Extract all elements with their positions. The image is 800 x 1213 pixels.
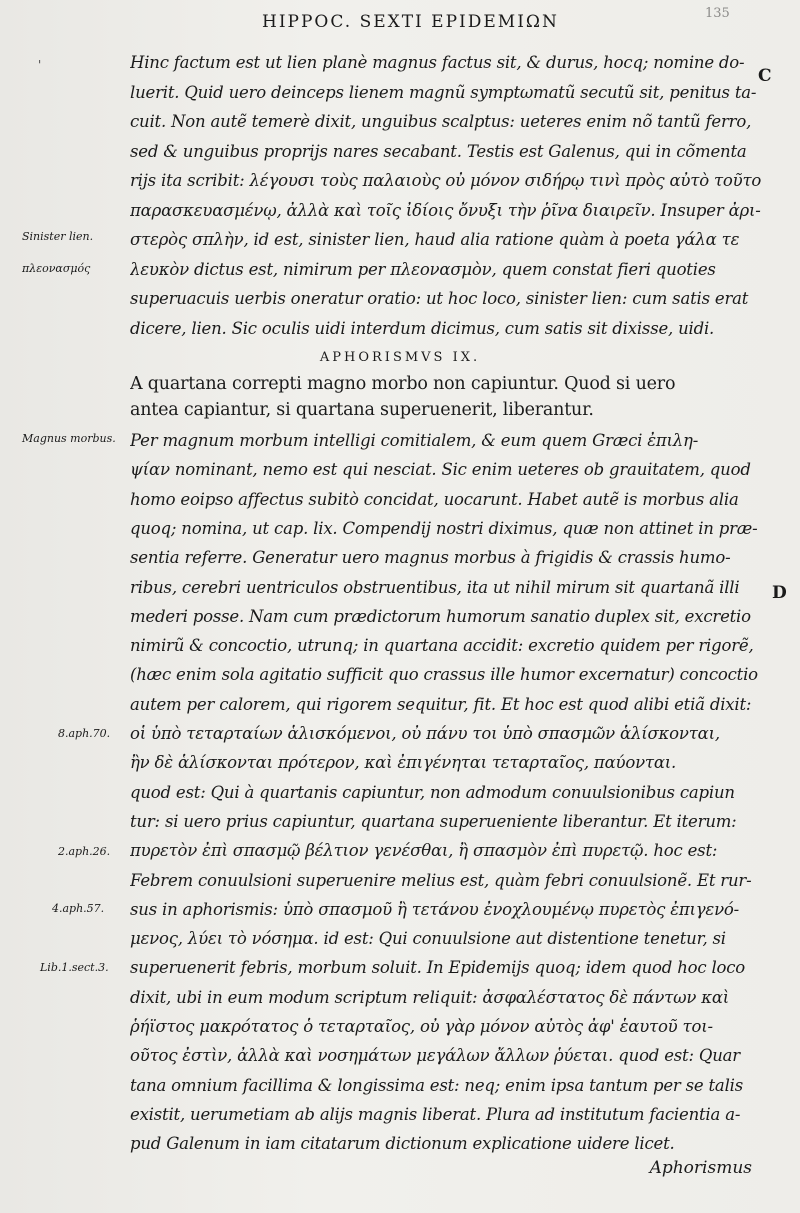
page-number: 135 xyxy=(705,6,730,21)
text-line: tana omnium facillima & longissima est: neq; enim ipsa tantum per se talis xyxy=(130,1075,743,1095)
text-line: pud Galenum in iam citatarum dictionum explicatione uidere licet. xyxy=(130,1134,675,1154)
margin-note: Sinister lien. xyxy=(22,230,94,243)
text-line: Febrem conuulsioni superuenire melius est, quàm febri conuulsionẽ. Et rur- xyxy=(130,870,752,890)
text-line: Hinc factum est ut lien planè magnus factus sit, & durus, hocq; nomine do- xyxy=(130,53,745,72)
signature-mark-c: C xyxy=(758,66,772,86)
text-line: ribus, cerebri uentriculos obstruentibus, ita ut nihil mirum sit quartanã illi xyxy=(130,577,740,597)
text-line: superuacuis uerbis oneratur oratio: ut hoc loco, sinister lien: cum satis erat xyxy=(130,289,749,308)
text-line: sentia referre. Generatur uero magnus morbus à frigidis & crassis humo- xyxy=(130,548,731,568)
text-line: quod est: Qui à quartanis capiuntur, non admodum conuulsionibus capiun xyxy=(130,782,735,802)
text-line: οἱ ὑπὸ τεταρταίων ἁλισκόμενοι, οὐ πάνυ τοι ὑπὸ σπασμῶν ἁλίσκονται, xyxy=(130,724,720,743)
text-line: μενος, λύει τὸ νόσημα. id est: Qui conuulsione aut distentione tenetur, si xyxy=(130,929,726,949)
text-line: autem per calorem, qui rigorem sequitur, fit. Et hoc est quod alibi etiã dixit: xyxy=(130,694,752,714)
text-line: στερὸς σπλὴν, id est, sinister lien, haud alia ratione quàm à poeta γάλα τε xyxy=(130,230,740,249)
text-line: λευκὸν dictus est, nimirum per πλεονασμὸν, quem constat fieri quoties xyxy=(130,259,716,279)
margin-note: 4.aph.57. xyxy=(52,902,105,915)
text-line: παρασκευασμένῳ, ἀλλὰ καὶ τοῖς ἰδίοις ὄνυξι τὴν ῥῖνα διαιρεῖν. Insuper ἀρι- xyxy=(130,200,761,220)
text-line: rijs ita scribit: λέγουσι τοὺς παλαιοὺς οὐ μόνον σιδήρῳ τινὶ πρὸς αὐτὸ τοῦτο xyxy=(130,171,762,190)
text-line: ψίαν nominant, nemo est qui nesciat. Sic enim ueteres ob grauitatem, quod xyxy=(130,460,751,480)
text-line: Per magnum morbum intelligi comitialem, & eum quem Græci ἐπιλη- xyxy=(130,431,699,450)
margin-note: Magnus morbus. xyxy=(22,432,116,445)
text-line: πυρετὸν ἐπὶ σπασμῷ βέλτιον γενέσθαι, ἢ σπασμὸν ἐπὶ πυρετῷ. hoc est: xyxy=(130,841,718,861)
text-line: οῦτος ἐστὶν, ἀλλὰ καὶ νοσημάτων μεγάλων ἄλλων ῥύεται. quod est: Quar xyxy=(130,1046,740,1066)
text-line: dicere, lien. Sic oculis uidi interdum dicimus, cum satis sit dixisse, uidi. xyxy=(130,318,715,338)
text-line: quoq; nomina, ut cap. lix. Compendij nostri diximus, quæ non attinet in præ- xyxy=(130,518,758,538)
text-line: sus in aphorismis: ὑπὸ σπασμοῦ ἢ τετάνου ἐνοχλουμένῳ πυρετὸς ἐπιγενό- xyxy=(130,899,740,919)
margin-note: Lib.1.sect.3. xyxy=(40,961,109,974)
margin-note: πλεονασμός xyxy=(22,262,91,275)
text-line: mederi posse. Nam cum prædictorum humorum sanatio duplex sit, excretio xyxy=(130,606,751,626)
signature-mark-d: D xyxy=(772,583,787,603)
text-line: existit, uerumetiam ab alijs magnis liberat. Plura ad institutum facientia a- xyxy=(130,1104,741,1124)
text-line: dixit, ubi in eum modum scriptum reliquit: ἀσφαλέστατος δὲ πάντων καὶ xyxy=(130,987,730,1007)
text-line: nimirũ & concoctio, utrunq; in quartana accidit: excretio quidem per rigorẽ, xyxy=(130,636,754,656)
text-line: luerit. Quid uero deinceps lienem magnũ symptωmatũ secutũ sit, penitus ta- xyxy=(130,82,757,102)
text-line: (hæc enim sola agitatio sufficit quo crassus ille humor excernatur) concoctio xyxy=(130,665,758,685)
text-line: A quartana correpti magno morbo non capiuntur. Quod si uero xyxy=(130,374,676,394)
text-line: ἢν δὲ ἁλίσκονται πρότερον, καὶ ἐπιγένηται τεταρταῖος, παύονται. xyxy=(130,753,677,773)
running-header: HIPPOC. SEXTI EPIDEMIΩN xyxy=(262,12,559,32)
margin-note: 8.aph.70. xyxy=(58,727,111,740)
text-line: tur: si uero prius capiuntur, quartana superueniente liberantur. Et iterum: xyxy=(130,811,737,831)
text-line: ῥήϊστος μακρότατος ὁ τεταρταῖος, οὐ γὰρ μόνον αὐτὸς ἀφ' ἑαυτοῦ τοι- xyxy=(130,1017,713,1036)
aphorism-title: APHORISMVS IX. xyxy=(319,350,481,365)
text-line: sed & unguibus proprijs nares secabant. Testis est Galenus, qui in cõmenta xyxy=(130,141,747,161)
text-line: cuit. Non autẽ temerè dixit, unguibus scalptus: ueteres enim nõ tantũ ferro, xyxy=(130,112,752,131)
margin-note: 2.aph.26. xyxy=(58,845,111,858)
margin-tick: ' xyxy=(38,58,42,72)
text-line: superuenerit febris, morbum soluit. In Epidemijs quoq; idem quod hoc loco xyxy=(130,958,746,978)
text-line: antea capiantur, si quartana superuenerit, liberantur. xyxy=(130,400,594,420)
catchword: Aphorismus xyxy=(649,1158,752,1178)
text-line: homo eoipso affectus subitò concidat, uocarunt. Habet autẽ is morbus alia xyxy=(130,489,739,509)
